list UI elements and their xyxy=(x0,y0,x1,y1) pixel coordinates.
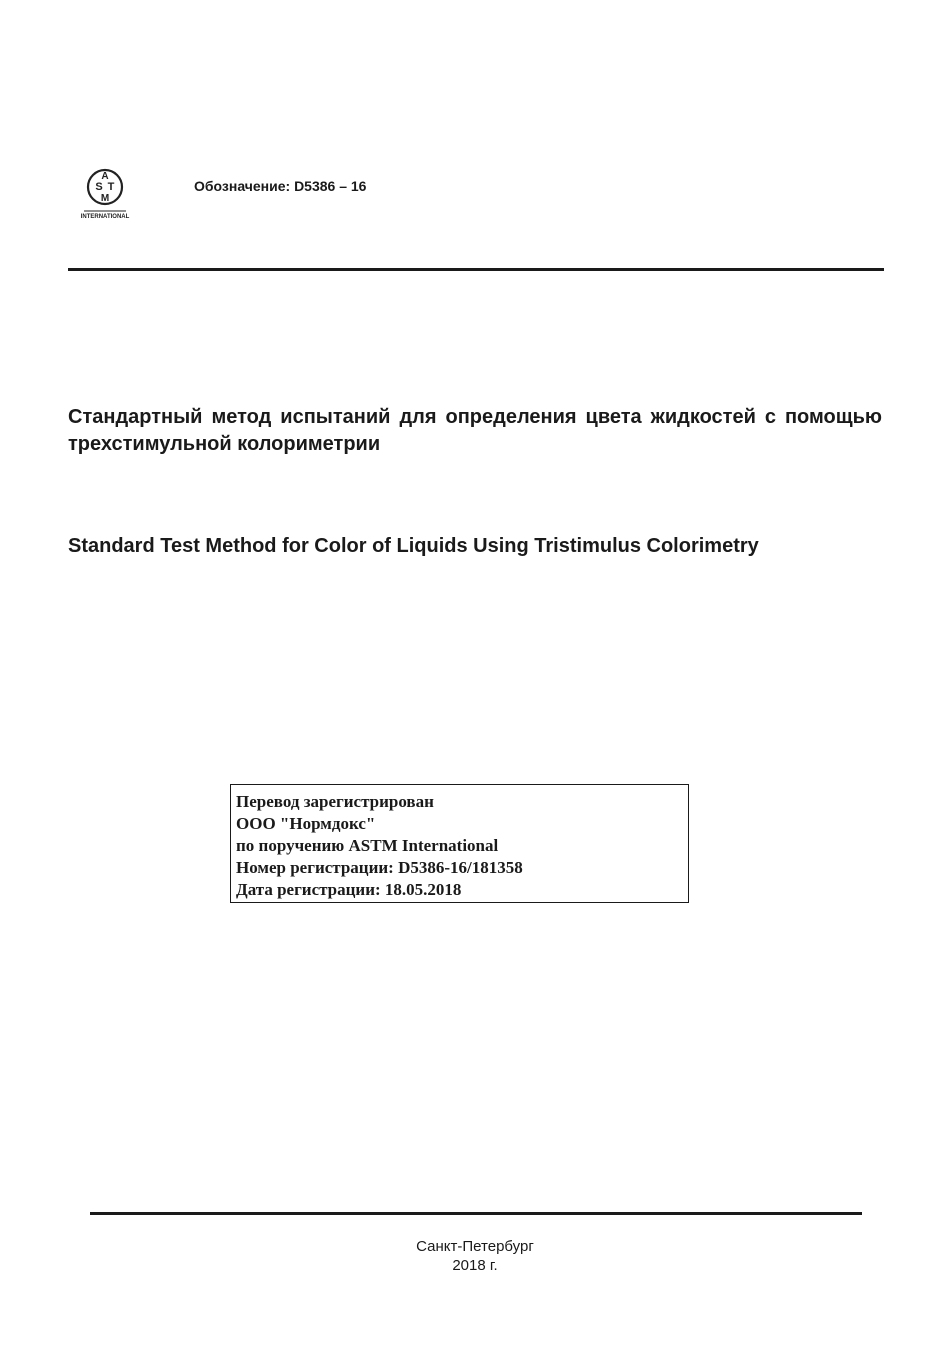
title-russian: Стандартный метод испытаний для определения цвета жидкостей с помощью трехстимульной колориметрии xyxy=(68,406,882,455)
registration-line: по поручению ASTM International xyxy=(236,836,499,855)
svg-text:T: T xyxy=(107,181,115,193)
registration-line: Перевод зарегистрирован xyxy=(236,792,434,811)
footer-year: 2018 г. xyxy=(452,1257,498,1274)
footer-city: Санкт-Петербург xyxy=(416,1238,534,1255)
registration-line: ООО "Нормдокс" xyxy=(236,814,376,833)
designation-label: Обозначение: D5386 – 16 xyxy=(194,178,367,194)
registration-box xyxy=(230,784,689,903)
svg-text:M: M xyxy=(100,193,110,204)
svg-text:A: A xyxy=(101,171,109,182)
registration-date: Дата регистрации: 18.05.2018 xyxy=(236,880,462,899)
svg-text:INTERNATIONAL: INTERNATIONAL xyxy=(80,214,130,220)
footer xyxy=(0,1237,950,1275)
svg-text:S: S xyxy=(95,181,103,193)
registration-number: Номер регистрации: D5386-16/181358 xyxy=(236,858,523,877)
astm-logo xyxy=(78,165,132,223)
header-divider xyxy=(68,268,884,271)
footer-divider xyxy=(90,1212,862,1215)
title-english: Standard Test Method for Color of Liquids Using Tristimulus Colorimetry xyxy=(68,535,759,557)
